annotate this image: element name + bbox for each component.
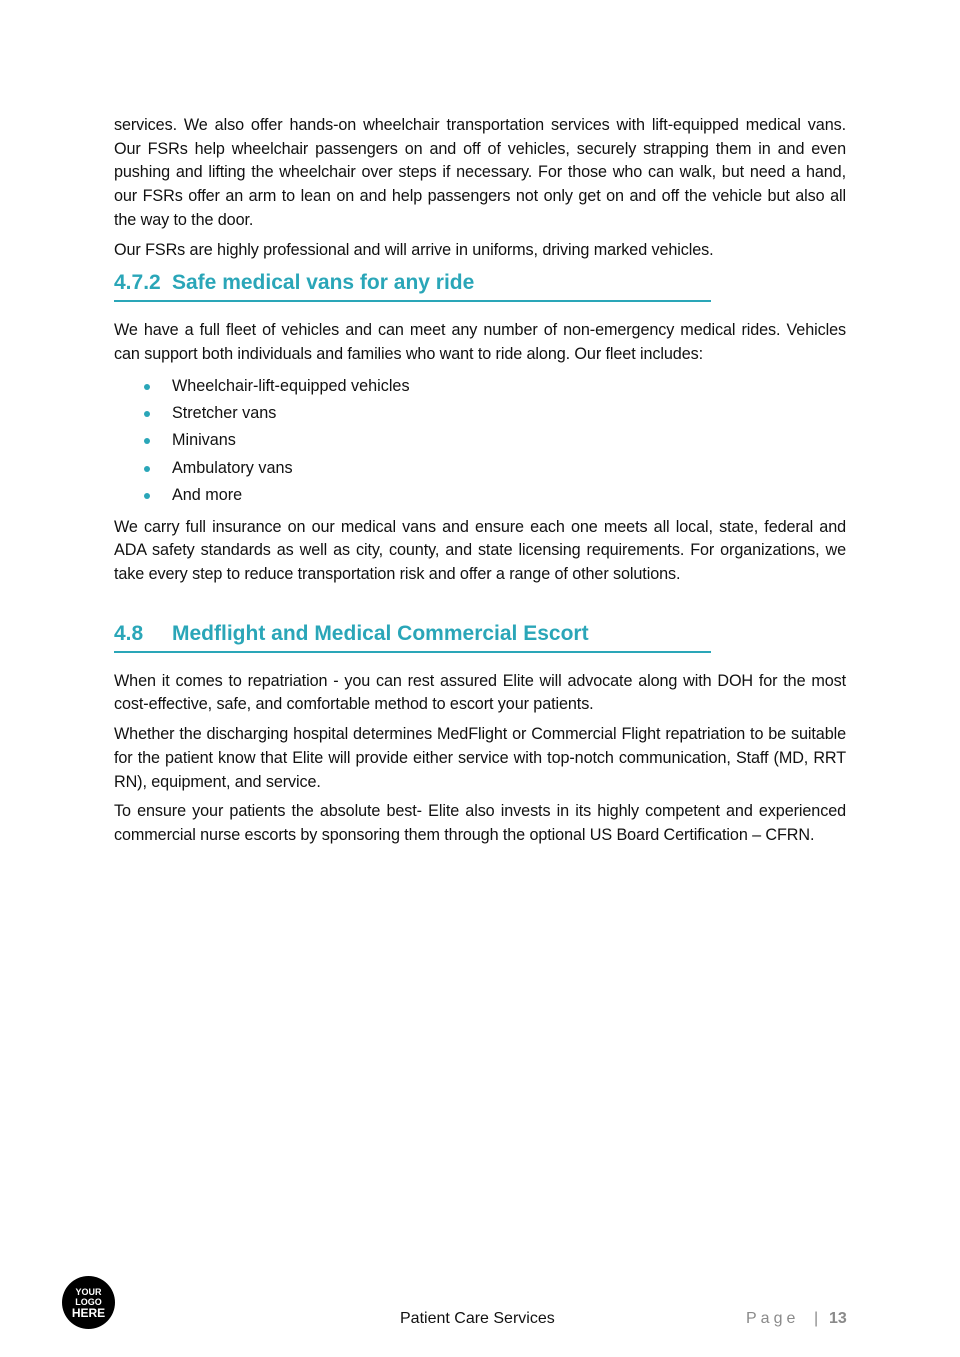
document-body <box>114 114 846 854</box>
list-item <box>114 373 846 400</box>
fleet-paragraph: We have a full fleet of vehicles and can meet any number of non-emergency medical rides. Vehicles can support both individuals and families who want to ride along. Our fleet includes: <box>114 321 846 363</box>
bullet-icon <box>144 466 150 472</box>
list-item <box>114 400 846 427</box>
list-item-label: Wheelchair-lift-equipped vehicles <box>172 376 410 395</box>
section-number: 4.8 <box>114 621 144 645</box>
footer-title: Patient Care Services <box>400 1310 555 1327</box>
insurance-paragraph: We carry full insurance on our medical vans and ensure each one meets all local, state, federal and ADA safety standards as well as city, county, and state licensing requirements. For organizations, we take every step to reduce transportation risk and offer a range of other solutions. <box>114 517 846 584</box>
repatriation-paragraph: When it comes to repatriation - you can rest assured Elite will advocate along with DOH for the most cost-effective, safe, and comfortable method to escort your patients. <box>114 671 846 714</box>
company-logo <box>62 1276 115 1329</box>
bullet-icon <box>144 493 150 499</box>
intro-paragraph-1: services. We also offer hands-on wheelchair transportation services with lift-equipped medical vans. Our FSRs help wheelchair passengers on and off of vehicles, securely strapping them in and even pushing and lifting the wheelchair over steps if necessary. For those who can walk, but need a hand, our FSRs offer an arm to lean on and help passengers not only get on and off the vehicle but also all the way to the door. <box>114 116 846 229</box>
certification-paragraph: To ensure your patients the absolute best- Elite also invests in its highly competent and experienced commercial nurse escorts by sponsoring them through the optional US Board Certification – CFRN. <box>114 802 846 844</box>
list-item <box>114 427 846 454</box>
section-number: 4.7.2 <box>114 271 161 295</box>
section-heading-4-7-2 <box>114 270 711 302</box>
list-item-label: And more <box>172 486 243 505</box>
list-item <box>114 455 846 482</box>
section-title: Safe medical vans for any ride <box>172 271 475 295</box>
intro-paragraph-2: Our FSRs are highly professional and will arrive in uniforms, driving marked vehicles. <box>114 240 714 259</box>
list-item <box>114 482 846 509</box>
list-item-label: Minivans <box>172 431 236 450</box>
list-item-label: Ambulatory vans <box>172 458 293 477</box>
fleet-list <box>114 373 846 510</box>
page-separator: | <box>814 1310 819 1327</box>
list-item-label: Stretcher vans <box>172 404 277 423</box>
bullet-icon <box>144 438 150 444</box>
bullet-icon <box>144 384 150 390</box>
section-title: Medflight and Medical Commercial Escort <box>172 621 589 645</box>
flight-paragraph: Whether the discharging hospital determines MedFlight or Commercial Flight repatriation to be suitable for the patient know that Elite will provide either service with top-notch communication, Staff (MD, RRT RN), equipment, and service. <box>114 725 846 791</box>
bullet-icon <box>144 411 150 417</box>
logo-text-line-2: LOGO <box>75 1296 102 1307</box>
logo-text-line-1: YOUR <box>75 1286 102 1297</box>
page-number: 13 <box>829 1310 847 1327</box>
section-heading-4-8 <box>114 621 711 653</box>
logo-text-line-3: HERE <box>71 1305 106 1320</box>
page-label: Page <box>746 1310 800 1327</box>
